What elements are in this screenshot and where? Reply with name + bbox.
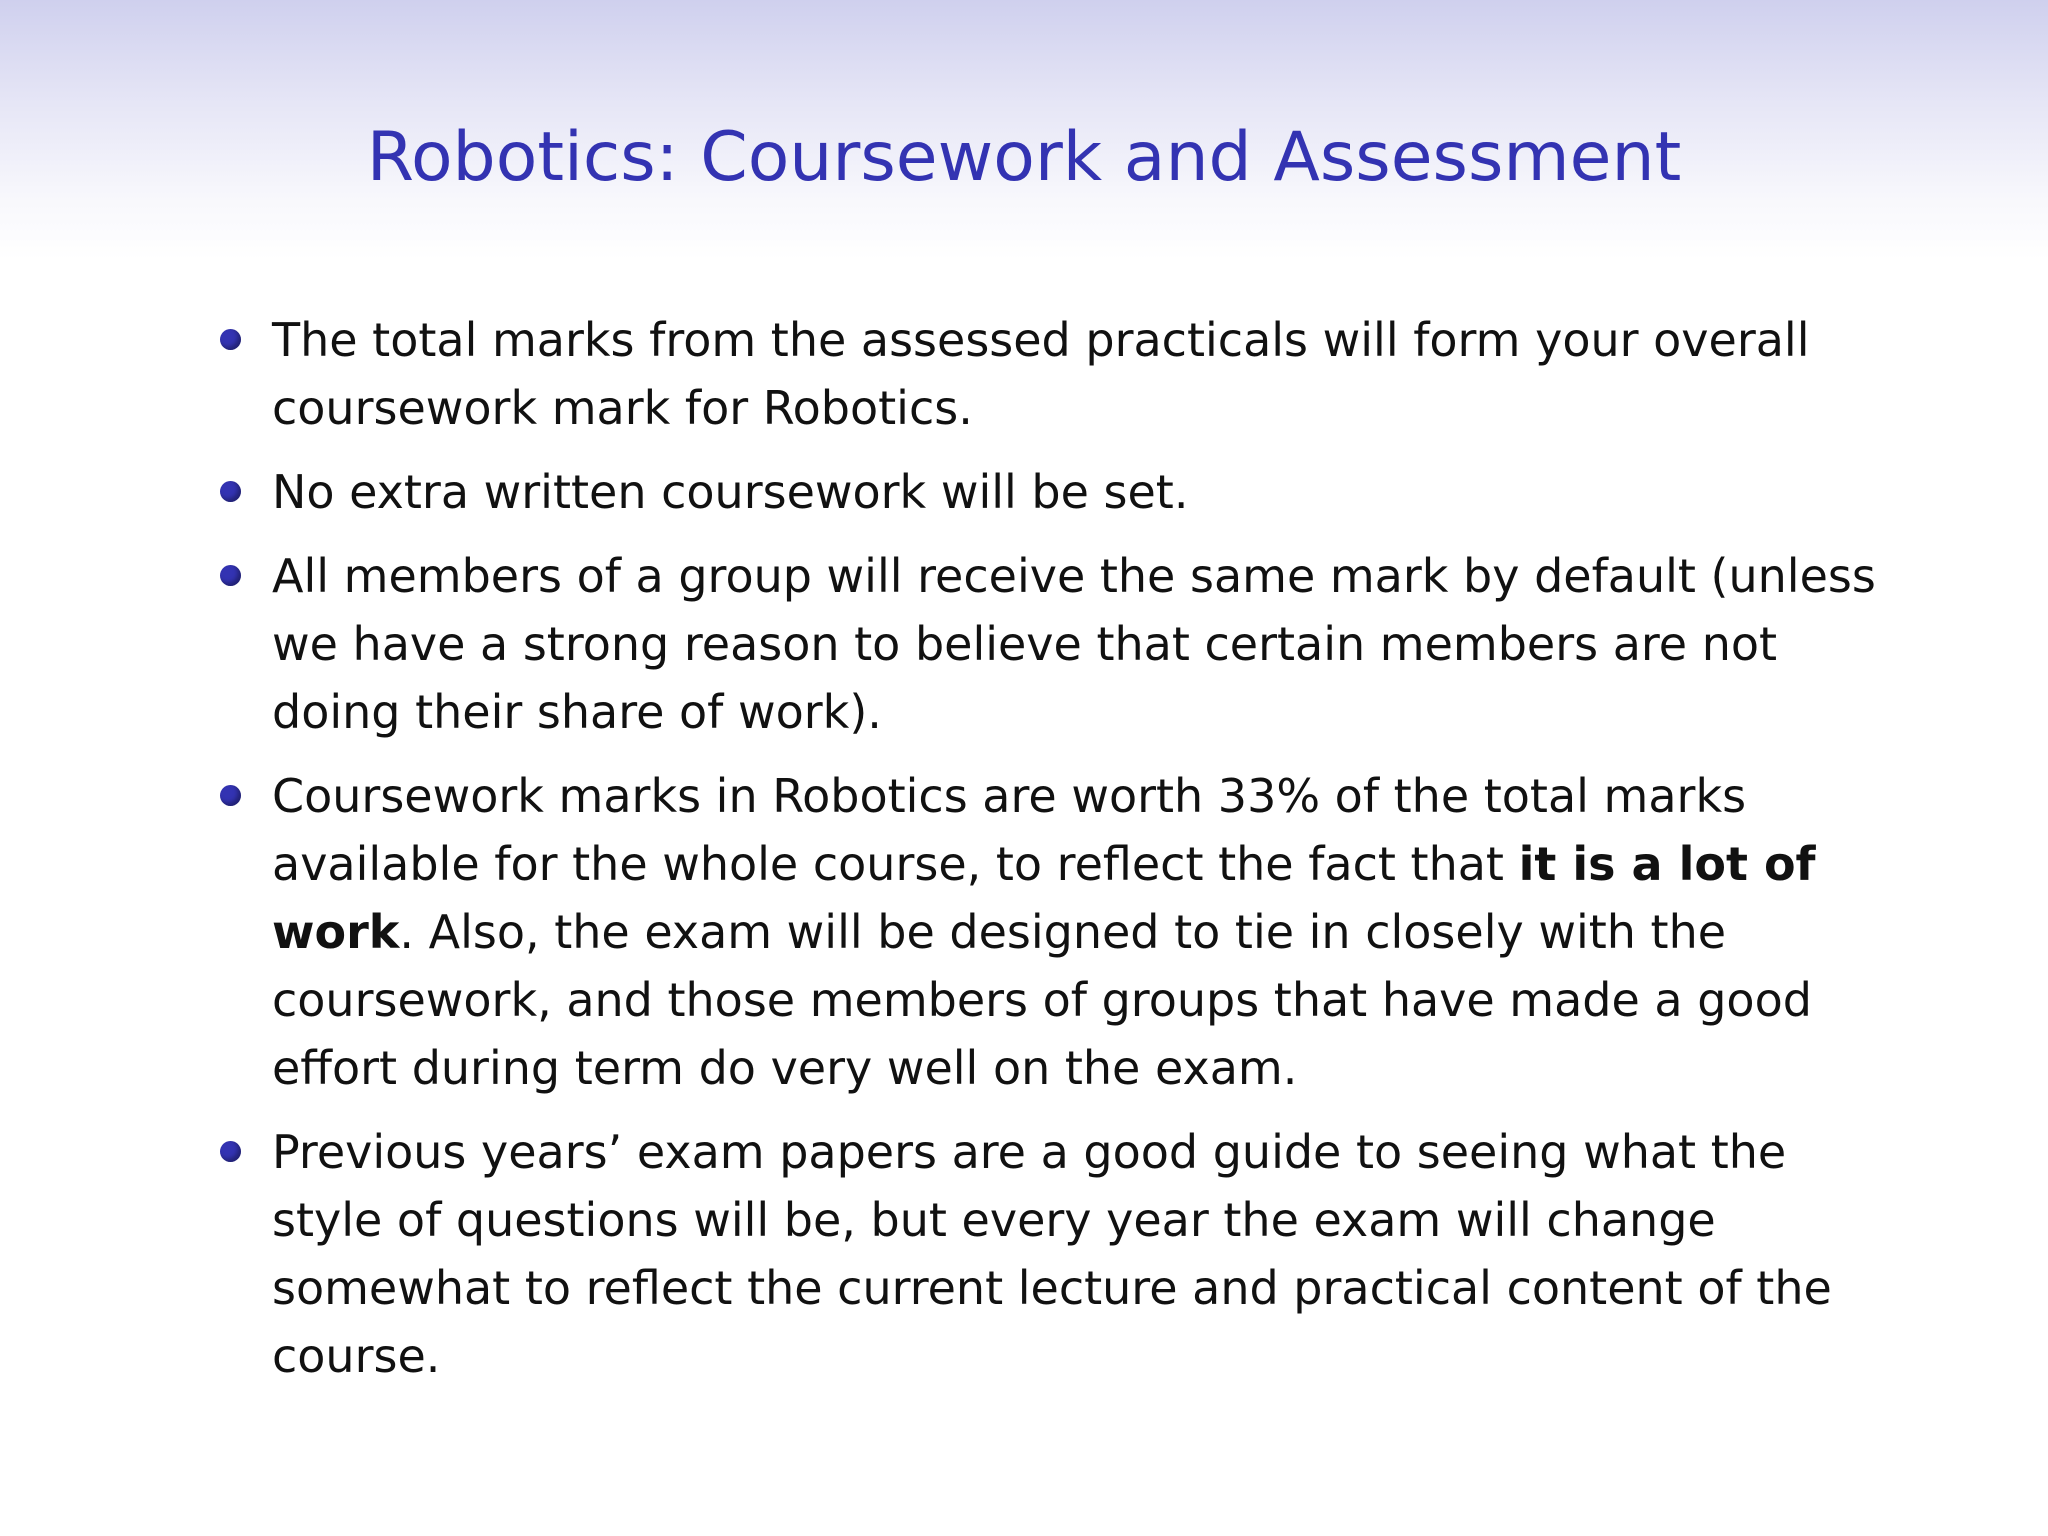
bullet-list	[272, 306, 1892, 1406]
bullet-text: The total marks from the assessed practicals will form your overall coursework mark for Robotics.	[272, 313, 1810, 435]
bullet-dot-icon	[220, 481, 241, 502]
bullet-text-before: Coursework marks in Robotics are worth 33% of the total marks available for the whole course, to reflect the fact that	[272, 769, 1747, 891]
bullet-item	[272, 542, 1892, 746]
bullet-text-after: . Also, the exam will be designed to tie in closely with the coursework, and those members of groups that have made a good effort during term do very well on the exam.	[272, 905, 1812, 1095]
bullet-item	[272, 306, 1892, 442]
slide-title: Robotics: Coursework and Assessment	[366, 118, 1682, 197]
bullet-text: All members of a group will receive the same mark by default (unless we have a strong reason to believe that certain members are not doing their share of work).	[272, 549, 1876, 739]
bullet-text: Previous years’ exam papers are a good guide to seeing what the style of questions will be, but every year the exam will change somewhat to reflect the current lecture and practical content of the course.	[272, 1125, 1832, 1383]
bullet-dot-icon	[220, 329, 241, 350]
bullet-item	[272, 1118, 1892, 1390]
bullet-text: No extra written coursework will be set.	[272, 465, 1189, 519]
bullet-dot-icon	[220, 565, 241, 586]
bullet-text-emphasis: it is a lot of work	[272, 837, 1816, 959]
bullet-item	[272, 458, 1892, 526]
bullet-item	[272, 762, 1892, 1102]
bullet-dot-icon	[220, 1141, 241, 1162]
bullet-dot-icon	[220, 785, 241, 806]
